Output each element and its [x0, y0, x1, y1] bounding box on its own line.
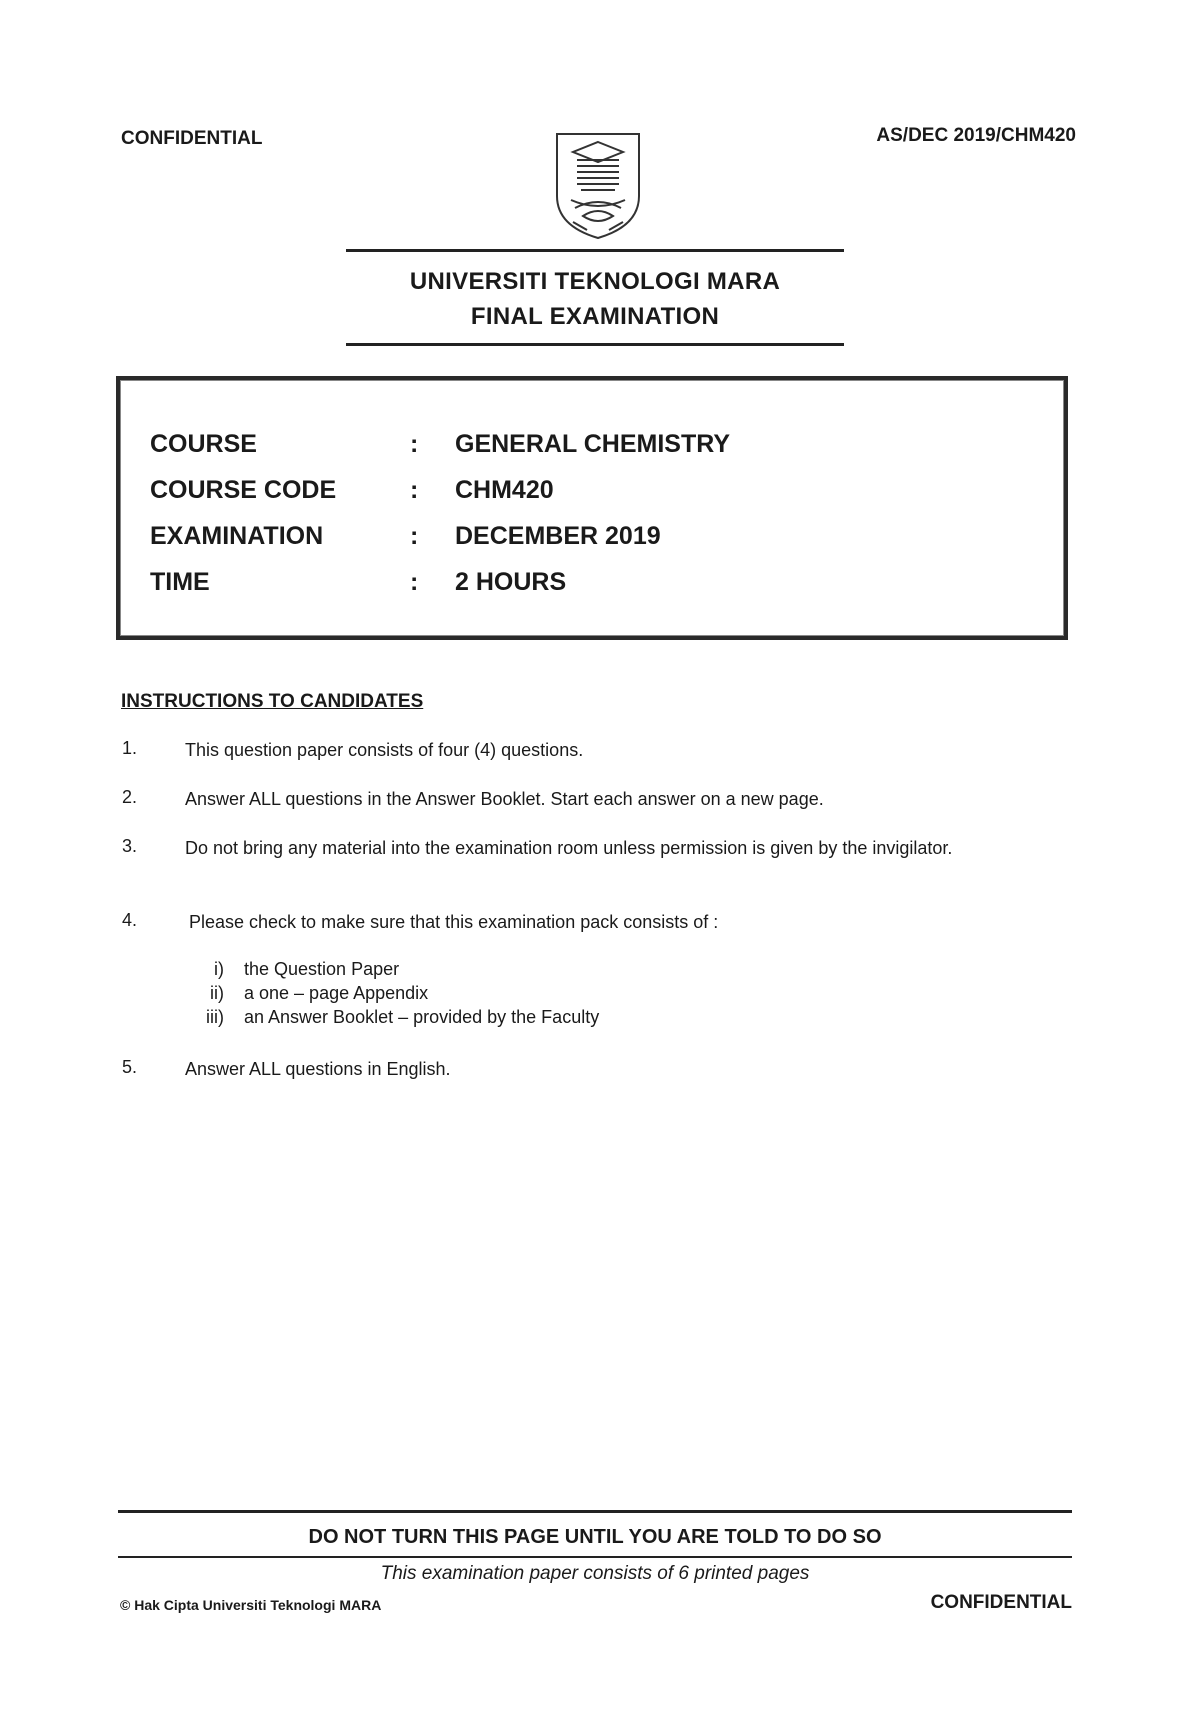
time-colon: : — [410, 568, 419, 596]
instruction-number: 1. — [122, 738, 138, 758]
examination-colon: : — [410, 522, 419, 550]
instruction-number: 5. — [122, 1057, 138, 1077]
printed-pages-note: This examination paper consists of 6 printed pages — [380, 1563, 810, 1584]
sub-item-numeral: ii) — [210, 983, 224, 1003]
instruction-number: 4. — [122, 910, 138, 930]
instruction-text: This question paper consists of four (4) questions. — [185, 740, 584, 760]
course-value: GENERAL CHEMISTRY — [455, 430, 731, 458]
do-not-turn-warning: DO NOT TURN THIS PAGE UNTIL YOU ARE TOLD TO DO SO — [308, 1526, 882, 1548]
examination-value: DECEMBER 2019 — [455, 522, 661, 550]
sub-item-numeral: i) — [214, 959, 224, 979]
time-label: TIME — [150, 568, 210, 596]
course-colon: : — [410, 430, 419, 458]
time-value: 2 HOURS — [455, 568, 567, 596]
sub-item-text: an Answer Booklet – provided by the Faculty — [244, 1007, 600, 1027]
university-crest-icon — [553, 130, 643, 242]
instruction-text: Answer ALL questions in English. — [185, 1059, 451, 1079]
course-code-label: COURSE CODE — [150, 476, 337, 504]
exam-reference-code: AS/DEC 2019/CHM420 — [876, 125, 1076, 146]
instructions-heading: INSTRUCTIONS TO CANDIDATES — [121, 691, 424, 712]
confidential-label-bottom: CONFIDENTIAL — [930, 1592, 1072, 1613]
course-details-box — [116, 376, 1068, 640]
sub-item-text: the Question Paper — [244, 959, 400, 979]
instruction-text: Answer ALL questions in the Answer Booklet. Start each answer on a new page. — [185, 789, 824, 809]
sub-item-numeral: iii) — [206, 1007, 224, 1027]
confidential-label-top: CONFIDENTIAL — [121, 128, 263, 149]
examination-label: EXAMINATION — [150, 522, 324, 550]
university-name: UNIVERSITI TEKNOLOGI MARA — [409, 268, 781, 295]
exam-title: FINAL EXAMINATION — [470, 303, 720, 330]
footer-top-rule — [118, 1510, 1072, 1513]
instruction-text: Do not bring any material into the examination room unless permission is given by the invigilator. — [185, 838, 953, 858]
instruction-number: 3. — [122, 836, 138, 856]
copyright-notice: © Hak Cipta Universiti Teknologi MARA — [120, 1597, 382, 1613]
footer-bottom-rule — [118, 1556, 1072, 1558]
title-top-rule — [346, 249, 844, 252]
course-code-value: CHM420 — [455, 476, 554, 504]
course-label: COURSE — [150, 430, 257, 458]
course-code-colon: : — [410, 476, 419, 504]
title-bottom-rule — [346, 343, 844, 346]
instruction-text: Please check to make sure that this examination pack consists of : — [189, 912, 719, 932]
instruction-number: 2. — [122, 787, 138, 807]
sub-item-text: a one – page Appendix — [244, 983, 429, 1003]
